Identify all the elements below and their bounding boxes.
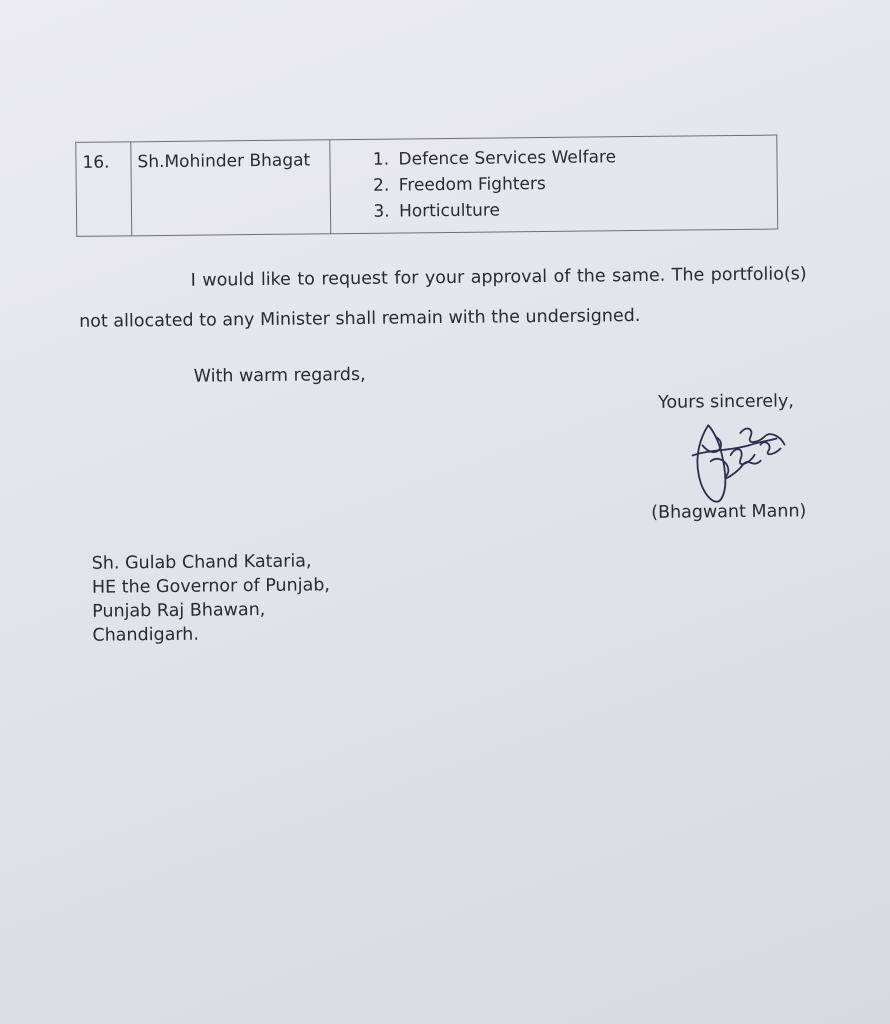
address-line: Sh. Gulab Chand Kataria, [91, 551, 312, 574]
body-paragraph: I would like to request for your approval of the same. The portfolio(s) not allocated to any Minister shall remain with the undersigned. [79, 264, 807, 332]
portfolio-item: 1. Defence Services Welfare [394, 143, 770, 173]
regards-line: With warm regards, [193, 364, 366, 387]
address-line: HE the Governor of Punjab, [91, 575, 331, 598]
minister-name: Sh.Mohinder Bhagat [131, 140, 331, 236]
portfolio-list [336, 143, 771, 226]
portfolio-item: 3. Horticulture [395, 195, 771, 225]
closing-line: Yours sincerely, [657, 391, 794, 413]
portfolio-list-cell [330, 135, 778, 234]
addressee-block [92, 549, 331, 647]
portfolio-item: 2. Freedom Fighters [395, 169, 771, 199]
portfolio-table [75, 135, 778, 237]
address-line: Chandigarh. [92, 624, 200, 646]
address-line: Punjab Raj Bhawan, [92, 599, 266, 622]
serial-number: 16. [76, 142, 132, 237]
signature-icon [680, 414, 791, 511]
signer-name: (Bhagwant Mann) [651, 501, 807, 523]
table-row [76, 135, 778, 236]
